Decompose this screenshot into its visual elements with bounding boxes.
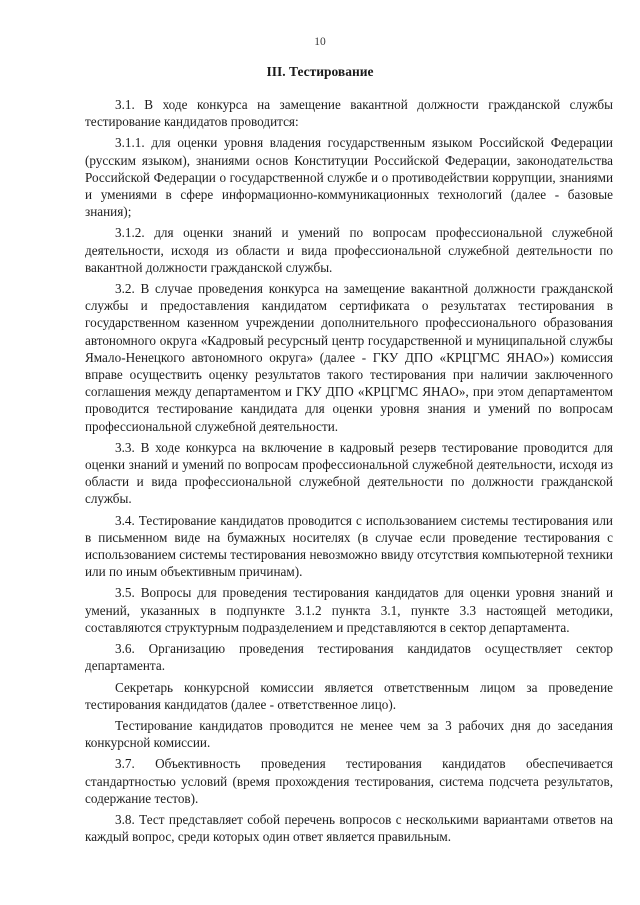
section-title: III. Тестирование (266, 64, 374, 79)
paragraph-3-3: 3.3. В ходе конкурса на включение в кадровый резерв тестирование проводится для оценки знаний и умений по вопросам профессиональной служебной деятельности, исходя из области и вида профессиональной служебной деятельности по должности гражданской службы. (85, 439, 613, 507)
paragraph-3-5: 3.5. Вопросы для проведения тестирования кандидатов для оценки уровня знаний и умений, указанных в подпункте 3.1.2 пункта 3.1, пункте 3.3 настоящей методики, составляются структурным подразделением и представляются в сектор департамента. (85, 585, 613, 635)
page-number: 10 (314, 36, 326, 48)
paragraph-3-2: 3.2. В случае проведения конкурса на замещение вакантной должности гражданской службы и предоставления кандидатом сертификата о результатах тестирования в государственном казенном учреждении дополнительного профессионального образования автономного округа «Кадровый ресурсный центр государственной и муниципальной службы Ямало-Ненецкого автономного округа» (далее - ГКУ ДПО «КРЦГМС ЯНАО») комиссия вправе осуществить оценку результатов такого тестирования при наличии заключенного соглашения между департаментом и ГКУ ДПО «КРЦГМС ЯНАО», при этом департаментом проводится тестирование кандидата для оценки уровня знания и умений по вопросам профессиональной служебной деятельности. (85, 281, 613, 434)
section-body (85, 96, 613, 849)
paragraph-3-7: 3.7. Объективность проведения тестирования кандидатов обеспечивается стандартностью условий (время прохождения тестирования, система подсчета результатов, содержание тестов). (85, 756, 613, 806)
paragraph-3-1-2: 3.1.2. для оценки знаний и умений по вопросам профессиональной служебной деятельности, исходя из области и вида профессиональной служебной деятельности по вакантной должности гражданской службы. (85, 225, 613, 275)
paragraph-3-6: 3.6. Организацию проведения тестирования кандидатов осуществляет сектор департамента. (85, 641, 613, 674)
paragraph-testing-deadline: Тестирование кандидатов проводится не менее чем за 3 рабочих дня до заседания конкурсной комиссии. (85, 717, 613, 751)
paragraph-3-1-1: 3.1.1. для оценки уровня владения государственным языком Российской Федерации (русским языком), знаниями основ Конституции Российской Федерации, законодательства Российской Федерации о государственной службе и о противодействии коррупции, знаниями и умениями в сфере информационно-коммуникационных технологий (далее - базовые знания); (85, 135, 613, 220)
paragraph-secretary: Секретарь конкурсной комиссии является ответственным лицом за проведение тестирования кандидатов (далее - ответственное лицо). (85, 679, 613, 712)
paragraph-3-8: 3.8. Тест представляет собой перечень вопросов с несколькими вариантами ответов на каждый вопрос, среди которых один ответ является правильным. (85, 811, 613, 845)
paragraph-3-1: 3.1. В ходе конкурса на замещение вакантной должности гражданской службы тестирование кандидатов проводится: (85, 97, 613, 130)
paragraph-3-4: 3.4. Тестирование кандидатов проводится с использованием системы тестирования или в письменном виде на бумажных носителях (в случае если проведение тестирования с использованием системы тестирования невозможно ввиду отсутствия компьютерной техники или по иным объективным причинам). (85, 512, 613, 580)
